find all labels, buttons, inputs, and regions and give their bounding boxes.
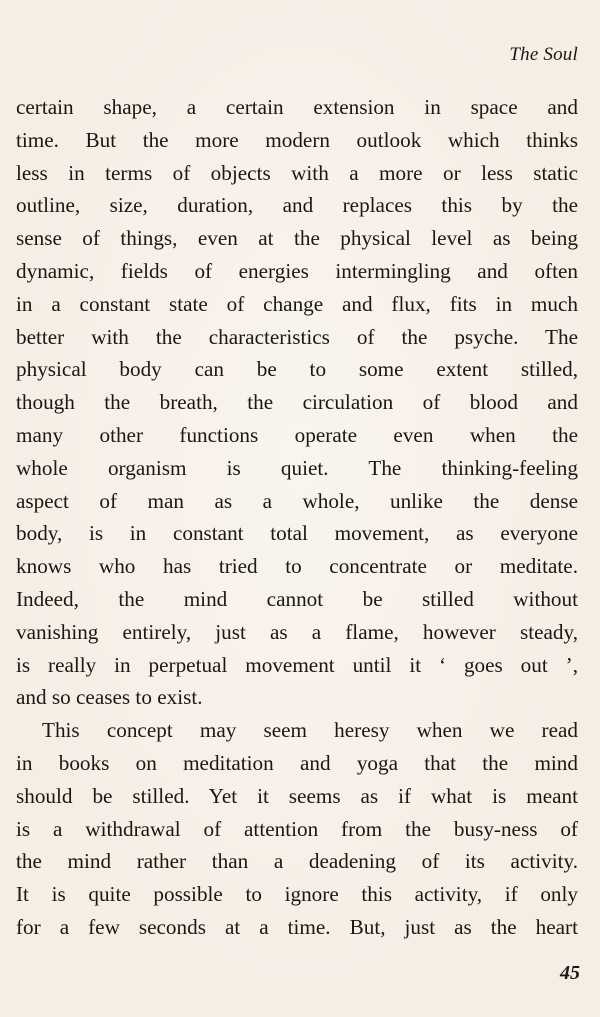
text-line: sense of things, even at the physical level as being [16, 226, 578, 251]
text-line: physical body can be to some extent stilled, [16, 357, 578, 382]
text-line: and so ceases to exist. [16, 685, 203, 710]
text-line: Indeed, the mind cannot be stilled without [16, 586, 578, 611]
paragraph-1 [16, 91, 578, 714]
text-line: though the breath, the circulation of blood and [16, 390, 578, 415]
text-line: knows who has tried to concentrate or meditate. [16, 554, 578, 579]
text-line: for a few seconds at a time. But, just as the heart [16, 914, 578, 939]
text-line: is really in perpetual movement until it ‘ goes out ’, [16, 652, 578, 677]
text-line: the mind rather than a deadening of its activity. [16, 849, 578, 874]
text-line: time. But the more modern outlook which thinks [16, 127, 578, 152]
text-line: body, is in constant total movement, as everyone [16, 521, 578, 546]
text-line: outline, size, duration, and replaces this by the [16, 193, 578, 218]
text-line: certain shape, a certain extension in space and [16, 95, 578, 119]
running-head: The Soul [509, 44, 578, 65]
text-line: many other functions operate even when the [16, 422, 578, 447]
paragraph-2 [16, 714, 578, 944]
text-line: This concept may seem heresy when we read [42, 718, 578, 743]
text-line: vanishing entirely, just as a flame, however steady, [16, 619, 578, 644]
text-line: is a withdrawal of attention from the busy-ness of [16, 816, 578, 841]
text-line: in books on meditation and yoga that the mind [16, 750, 578, 775]
text-line: should be stilled. Yet it seems as if what is meant [16, 783, 578, 808]
page-number: 45 [560, 962, 580, 984]
text-line: It is quite possible to ignore this activity, if only [16, 882, 578, 907]
text-line: less in terms of objects with a more or less static [16, 160, 578, 185]
text-line: better with the characteristics of the psyche. The [16, 324, 578, 349]
text-line: whole organism is quiet. The thinking-feeling [16, 455, 578, 480]
text-line: dynamic, fields of energies intermingling and often [16, 258, 578, 283]
text-line: in a constant state of change and flux, fits in much [16, 291, 578, 316]
text-line: aspect of man as a whole, unlike the dense [16, 488, 578, 513]
body-text [16, 91, 578, 944]
